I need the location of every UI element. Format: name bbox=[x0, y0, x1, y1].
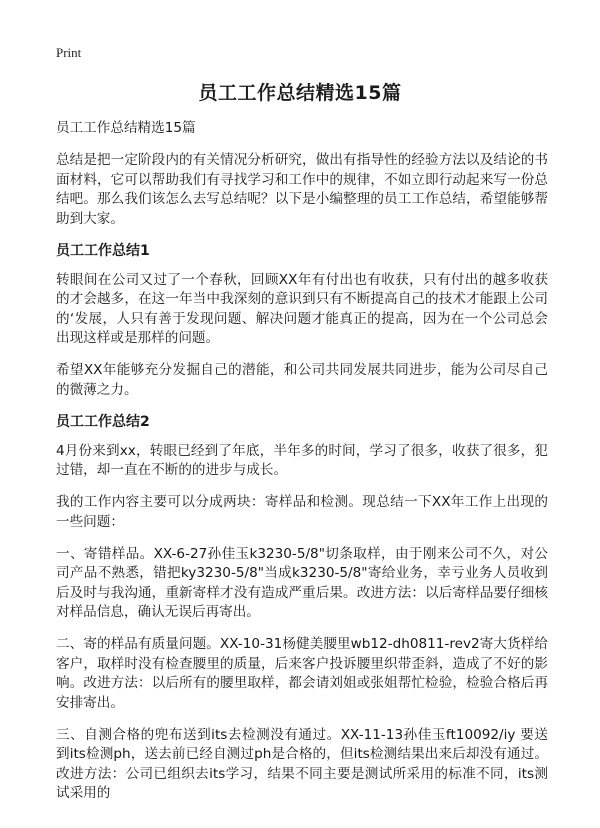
section-1-paragraph-2: 希望XX年能够充分发掘自己的潜能，和公司共同发展共同进步，能为公司尽自己的微薄之力。 bbox=[56, 362, 548, 398]
section-heading-1: 员工工作总结1 bbox=[56, 242, 150, 259]
page-title: 员工工作总结精选15篇 bbox=[198, 82, 402, 104]
intro-paragraph: 总结是把一定阶段内的有关情况分析研究，做出有指导性的经验方法以及结论的书面材料，它可以帮助我们有寻找学习和工作中的规律，不如立即行动起来写一份总结吧。那么我们该怎么去写总结呢？以下是小编整理的员工工作总结，希望能够帮助到大家。 bbox=[56, 152, 548, 227]
section-heading-2: 员工工作总结2 bbox=[56, 413, 150, 430]
section-2-paragraph-2: 我的工作内容主要可以分成两块：寄样品和检测。现总结一下XX年工作上出现的一些问题： bbox=[56, 494, 548, 530]
section-1-paragraph-1: 转眼间在公司又过了一个春秋，回顾XX年有付出也有收获，只有付出的越多收获的才会越多，在这一年当中我深刻的意识到只有不断提高自己的技术才能跟上公司的‘发展，人只有善于发现问题、解决问题才能真正的提高，因为在一个公司总会出现这样或是那样的问题。 bbox=[56, 271, 548, 346]
article-subtitle: 员工工作总结精选15篇 bbox=[56, 120, 196, 136]
section-2-paragraph-1: 4月份来到xx，转眼已经到了年底，半年多的时间，学习了很多，收获了很多，犯过错，却一直在不断的的进步与成长。 bbox=[56, 442, 548, 478]
print-link[interactable]: Print bbox=[56, 45, 82, 60]
article-body bbox=[56, 119, 548, 816]
section-2-paragraph-5: 三、自测合格的兜布送到its去检测没有通过。XX-11-13孙佳玉ft10092/iy 要送到its检测ph，送去前已经自测过ph是合格的，但its检测结果出来后却没有通过。改进方法：公司已组织去its学习，结果不同主要是测试所采用的标准不同，its测试采用的 bbox=[56, 726, 548, 801]
section-2-paragraph-3: 一、寄错样品。XX-6-27孙佳玉k3230-5/8"切条取样，由于刚来公司不久，对公司产品不熟悉，错把ky3230-5/8"当成k3230-5/8"寄给业务，幸亏业务人员收到后及时与我沟通，重新寄样才没有造成严重后果。改进方法：以后寄样品要仔细核对样品信息，确认无误后再寄出。 bbox=[56, 545, 548, 620]
section-2-paragraph-4: 二、寄的样品有质量问题。XX-10-31杨健美腰里wb12-dh0811-rev2寄大货样给客户，取样时没有检查腰里的质量，后来客户投诉腰里织带歪斜，造成了不好的影响。改进方法：以后所有的腰里取样，都会请刘姐或张姐帮忙检验，检验合格后再安排寄出。 bbox=[56, 636, 548, 711]
